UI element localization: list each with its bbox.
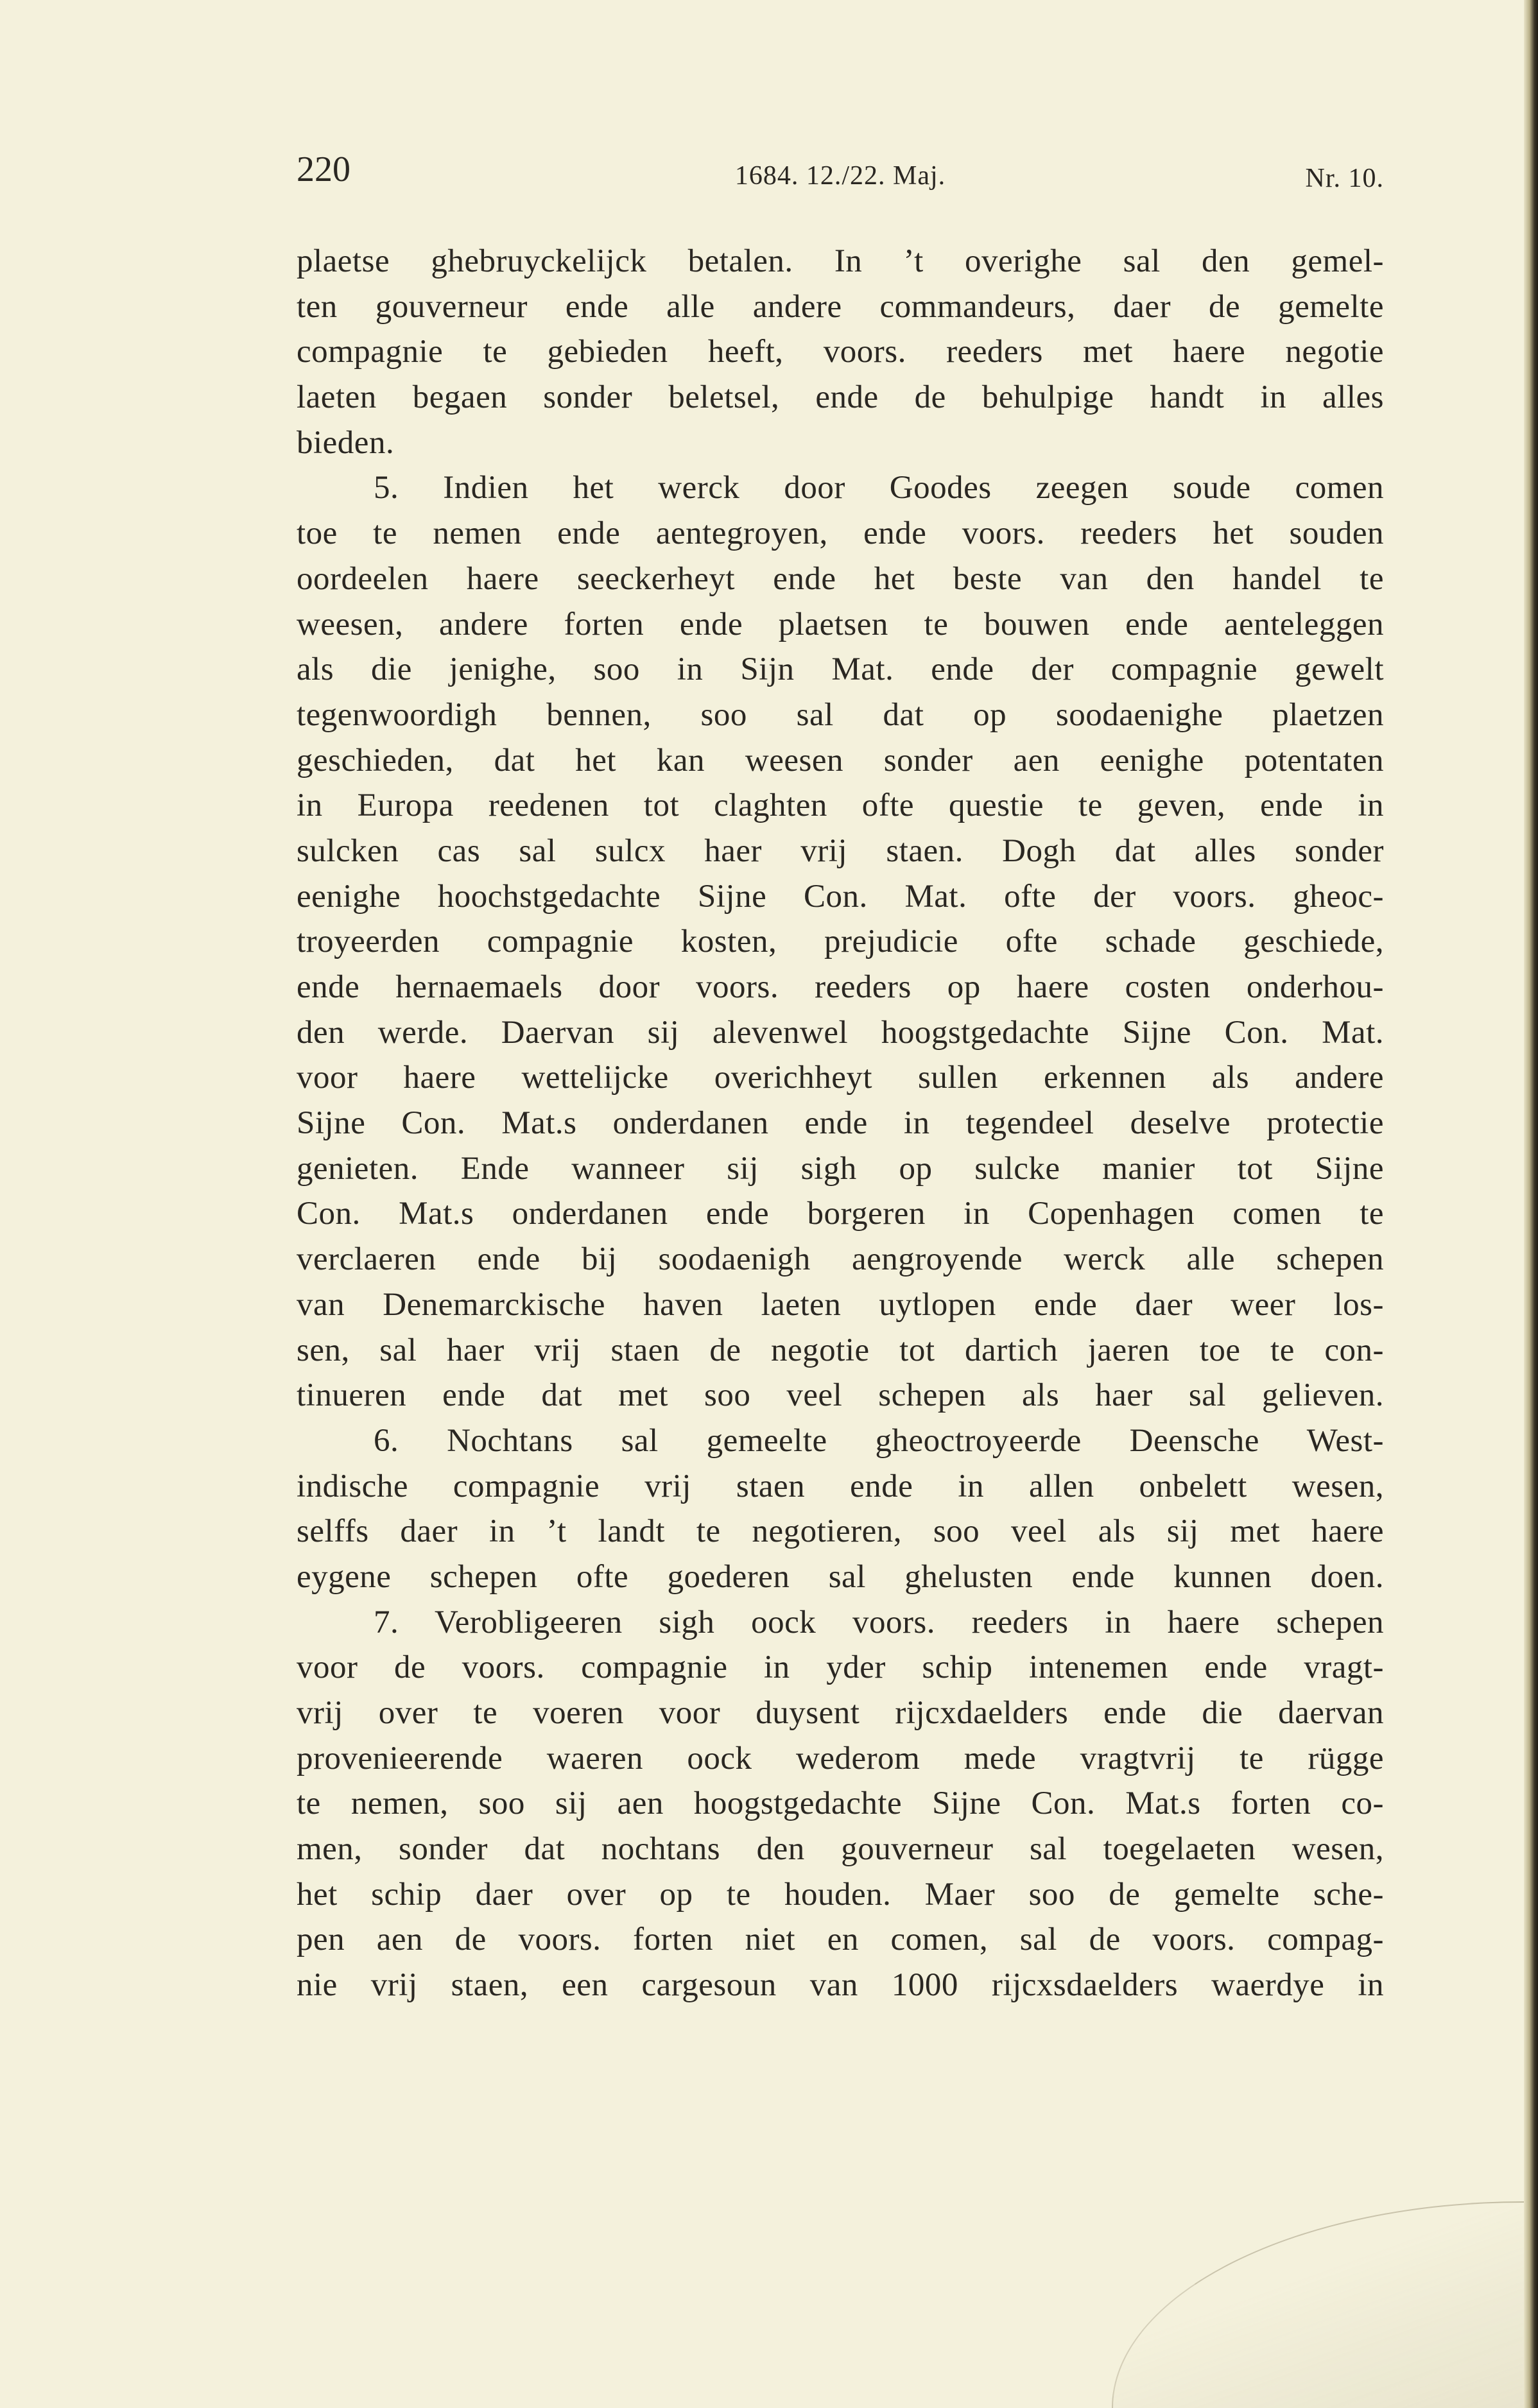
text-line: toe te nemen ende aentegroyen, ende voors. reeders het souden [297,515,1384,552]
text-line: Con. Mat.s onderdanen ende borgeren in Copenhagen comen te [297,1196,1384,1232]
text-line: te nemen, soo sij aen hoogstgedachte Sijne Con. Mat.s forten co- [297,1785,1384,1822]
text-line: sulcken cas sal sulcx haer vrij staen. Dogh dat alles sonder [297,832,1384,869]
text-line: voor haere wettelijcke overichheyt sullen erkennen als andere [297,1060,1384,1096]
body-text [297,239,1384,2008]
text-line: als die jenighe, soo in Sijn Mat. ende der compagnie gewelt [297,651,1384,688]
text-line: selffs daer in ’t landt te negotieren, soo veel als sij met haere [297,1513,1384,1550]
text-line: genieten. Ende wanneer sij sigh op sulcke manier tot Sijne [297,1150,1384,1187]
text-line: Sijne Con. Mat.s onderdanen ende in tegendeel deselve protectie [297,1105,1384,1142]
text-line: nie vrij staen, een cargesoun van 1000 rijcxsdaelders waerdye in [297,1967,1384,2004]
text-line: vrij over te voeren voor duysent rijcxdaelders ende die daervan [297,1695,1384,1731]
text-line: tinueren ende dat met soo veel schepen als haer sal gelieven. [297,1377,1384,1414]
text-line: eenighe hoochstgedachte Sijne Con. Mat. ofte der voors. gheoc- [297,878,1384,915]
text-line: verclaeren ende bij soodaenigh aengroyende werck alle schepen [297,1241,1384,1278]
text-line: 6. Nochtans sal gemeelte gheoctroyeerde Deensche West- [374,1422,1384,1459]
text-line: geschieden, dat het kan weesen sonder aen eenighe potentaten [297,742,1384,778]
text-line: sen, sal haer vrij staen de negotie tot dartich jaeren toe te con- [297,1332,1384,1368]
text-line: eygene schepen ofte goederen sal ghelusten ende kunnen doen. [297,1558,1384,1595]
text-line: weesen, andere forten ende plaetsen te bouwen ende aenteleggen [297,606,1384,642]
page-number: 220 [297,150,350,189]
text-line: het schip daer over op te houden. Maer soo de gemelte sche- [297,1876,1384,1913]
running-header [297,149,1384,200]
text-line: in Europa reedenen tot claghten ofte questie te geven, ende in [297,787,1384,824]
page-curl [1112,2201,1524,2408]
text-line: troyeerden compagnie kosten, prejudicie ofte schade geschiede, [297,924,1384,960]
text-line: compagnie te gebieden heeft, voors. reeders met haere negotie [297,334,1384,370]
header-date: 1684. 12./22. Maj. [734,161,946,191]
text-line: 7. Verobligeeren sigh oock voors. reeders in haere schepen [374,1604,1384,1640]
text-line: provenieerende waeren oock wederom mede vragtvrij te rügge [297,1740,1384,1776]
text-line: 5. Indien het werck door Goodes zeegen soude comen [374,470,1384,506]
text-line: men, sonder dat nochtans den gouverneur sal toegelaeten wesen, [297,1831,1384,1868]
text-line: bieden. [297,424,395,461]
text-line: ten gouverneur ende alle andere commandeurs, daer de gemelte [297,288,1384,325]
text-line: voor de voors. compagnie in yder schip intenemen ende vragt- [297,1649,1384,1686]
text-line: oordeelen haere seeckerheyt ende het beste van den handel te [297,560,1384,597]
text-line: indische compagnie vrij staen ende in allen onbelett wesen, [297,1468,1384,1504]
text-line: tegenwoordigh bennen, soo sal dat op soodaenighe plaetzen [297,696,1384,733]
document-number: Nr. 10. [1305,164,1384,193]
text-line: plaetse ghebruyckelijck betalen. In ’t overighe sal den gemel- [297,243,1384,279]
text-line: ende hernaemaels door voors. reeders op haere costen onderhou- [297,969,1384,1005]
text-line: van Denemarckische haven laeten uytlopen ende daer weer los- [297,1286,1384,1323]
book-spine-edge [1524,0,1538,2408]
text-line: laeten begaen sonder beletsel, ende de behulpige handt in alles [297,379,1384,416]
text-line: den werde. Daervan sij alevenwel hoogstgedachte Sijne Con. Mat. [297,1014,1384,1051]
text-line: pen aen de voors. forten niet en comen, sal de voors. compag- [297,1922,1384,1958]
